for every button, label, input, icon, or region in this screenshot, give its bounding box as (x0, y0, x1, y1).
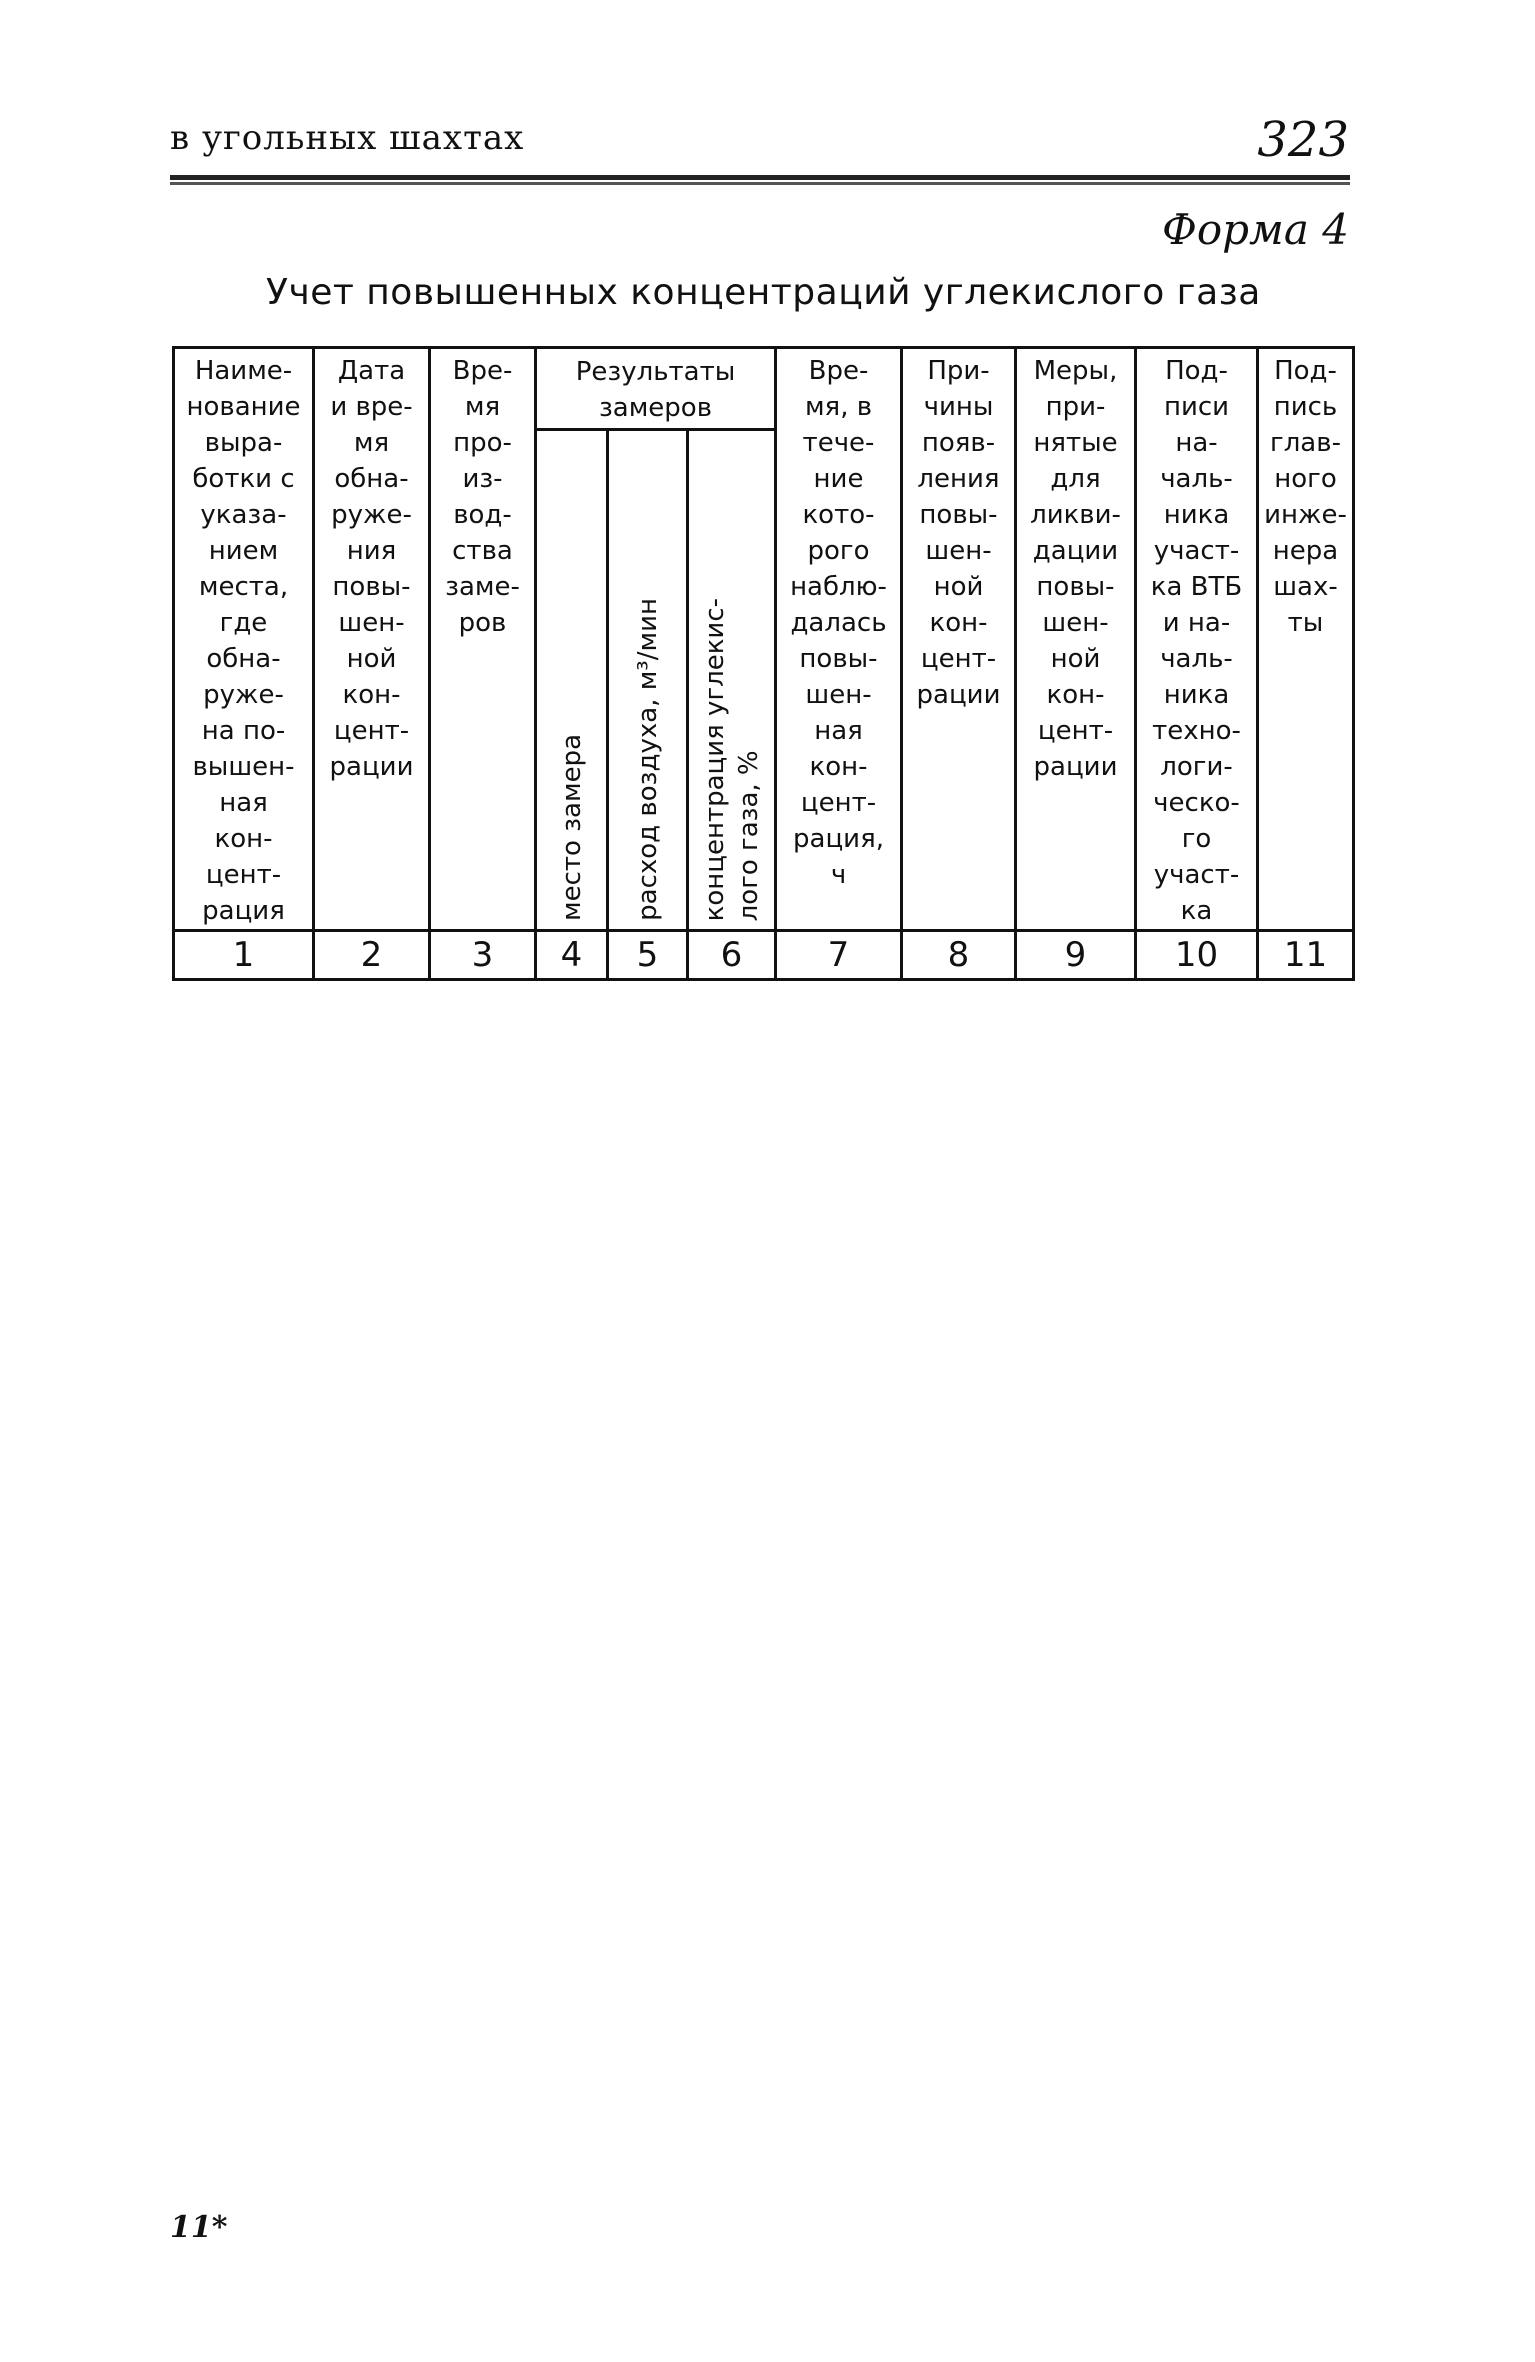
column-number: 1 (174, 931, 314, 980)
page-number: 323 (1257, 112, 1349, 168)
column-number: 5 (608, 931, 688, 980)
column-number: 3 (430, 931, 536, 980)
column-number: 11 (1258, 931, 1354, 980)
header-cell-signature-chief-engineer: Под- пись глав- ного инже- нера шах- ты (1258, 348, 1354, 931)
header-cell-date-time: Дата и вре- мя обна- руже- ния повы- шен- ной кон- цент- рации (314, 348, 430, 931)
column-number-row (174, 931, 1354, 980)
column-number: 8 (902, 931, 1016, 980)
running-head: в угольных шахтах (170, 118, 525, 158)
column-number: 2 (314, 931, 430, 980)
header-cell-signatures-chiefs: Под- писи на- чаль- ника участ- ка ВТБ и на- чаль- ника техно- логи- ческо- го участ- ка (1136, 348, 1258, 931)
form-table (172, 346, 1355, 981)
header-cell-measure-time: Вре- мя про- из- вод- ства заме- ров (430, 348, 536, 931)
header-cell-place: место замера (536, 429, 608, 930)
column-number: 4 (536, 931, 608, 980)
signature-mark: 11* (170, 2210, 228, 2245)
column-number: 10 (1136, 931, 1258, 980)
header-cell-results-group: Результаты замеров (536, 348, 776, 430)
header-cell-causes: При- чины появ- ления повы- шен- ной кон- цент- рации (902, 348, 1016, 931)
header-cell-co2-concentration: концентрация углекис- лого газа, % (688, 429, 776, 930)
header-cell-workings: Наиме- нование выра- ботки с указа- нием места, где обна- руже- на по- вышен- ная кон- цент- рация (174, 348, 314, 931)
table-title: Учет повышенных концентраций углекислого газа (266, 272, 1261, 313)
header-cell-duration: Вре- мя, в тече- ние кото- рого наблю- далась повы- шен- ная кон- цент- рация, ч (776, 348, 902, 931)
form-label: Форма 4 (1162, 205, 1349, 254)
column-number: 9 (1016, 931, 1136, 980)
column-number: 6 (688, 931, 776, 980)
header-rule (170, 175, 1350, 185)
header-cell-air-flow: расход воздуха, м³/мин (608, 429, 688, 930)
header-cell-measures: Меры, при- нятые для ликви- дации повы- шен- ной кон- цент- рации (1016, 348, 1136, 931)
column-number: 7 (776, 931, 902, 980)
